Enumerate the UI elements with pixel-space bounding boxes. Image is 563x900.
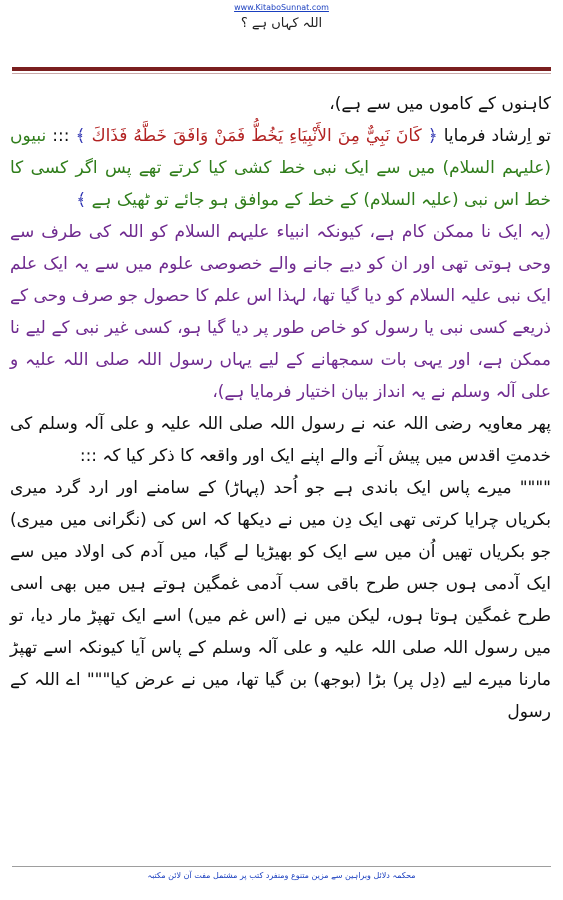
paragraph-narration: پھر معاویہ رضی اللہ عنہ نے رسول اللہ صلی اللہ علیہ و علی آلہ وسلم کی خدمتِ اقدس میں پیش آنے والے اپنے ایک اور واقعہ کا ذکر کیا کہ ::: <box>10 414 551 466</box>
hadith-separator: ::: <box>46 126 76 146</box>
header-divider <box>12 67 551 71</box>
site-url-link[interactable]: www.KitaboSunnat.com <box>234 3 329 12</box>
paragraph-commentary: (یہ ایک نا ممکن کام ہے، کیونکہ انبیاء علیہم السلام کو اللہ کی طرف سے وحی ہوتی تھی اور ان کو دیے جانے والے خصوصی علوم میں سے یہ ایک علم ایک نبی علیہ السلام کو دیا گیا تھا، لہذا اس علم کا حصول جو صرف وحی کے ذریعے کسی نبی یا رسول کو خاص طور پر دیا گیا ہو، کسی غیر نبی کے لیے نا ممکن ہے، اور یہی بات سمجھانے کے لیے یہاں رسول اللہ صلی اللہ علیہ و علی آلہ وسلم نے یہ انداز بیان اختیار فرمایا ہے)، <box>10 222 551 402</box>
hadith-brace-open: ﴿ <box>421 126 438 146</box>
footer-divider <box>12 866 551 867</box>
footer-tagline: محکمہ دلائل وبراہین سے مزین متنوع ومنفرد کتب پر مشتمل مفت آن لائن مکتبہ <box>147 871 416 880</box>
page-title: اللہ کہاں ہے ؟ <box>240 16 323 31</box>
article-body <box>10 88 551 728</box>
paragraph-hadith <box>10 120 551 216</box>
hadith-intro: تو اِرشاد فرمایا <box>437 126 551 146</box>
header-divider-thin <box>12 73 551 74</box>
paragraph-quote: """" میرے پاس ایک باندی ہے جو اُحد (پہاڑ) کے سامنے اور ارد گرد میری بکریاں چرایا کرتی تھی ایک دِن میں نے دیکھا کہ اس کی (نگرانی میں میری) جو بکریاں تھیں اُن میں سے ایک کو بھیڑیا لے گیا، میں آدم کی اولاد میں سے ایک آدمی ہوں جس طرح باقی سب آدمی غمگین ہوتے ہیں میں بھی اسی طرح غمگین ہوتا ہوں، لیکن میں نے (اس غم میں) اسے ایک تھپڑ مار دیا، تو میں رسول اللہ صلی اللہ علیہ و علی آلہ وسلم کے پاس آیا کیونکہ اسے تھپڑ مارنا میرے لیے (دِل پر) بڑا (بوجھ) بن گیا تھا، میں نے عرض کیا""" اے اللہ کے رسول <box>10 478 551 722</box>
hadith-arabic-text: كَانَ نَبِيٌّ مِنَ الأَنْبِيَاءِ يَخُطُّ فَمَنْ وَافَقَ خَطَّهُ فَذَاكَ <box>91 126 422 146</box>
hadith-brace-close: ﴾ <box>75 126 92 146</box>
hadith-end-brace: ﴾ <box>76 190 87 210</box>
hadith-translation: نبیوں (علیہم السلام) میں سے ایک نبی خط کشی کیا کرتے تھے پس اگر کسی کا خط اس نبی (علیہ السلام) کے خط کے موافق ہو جائے تو ٹھیک ہے <box>10 126 551 210</box>
paragraph-line-1: کاہنوں کے کاموں میں سے ہے)، <box>329 94 551 114</box>
